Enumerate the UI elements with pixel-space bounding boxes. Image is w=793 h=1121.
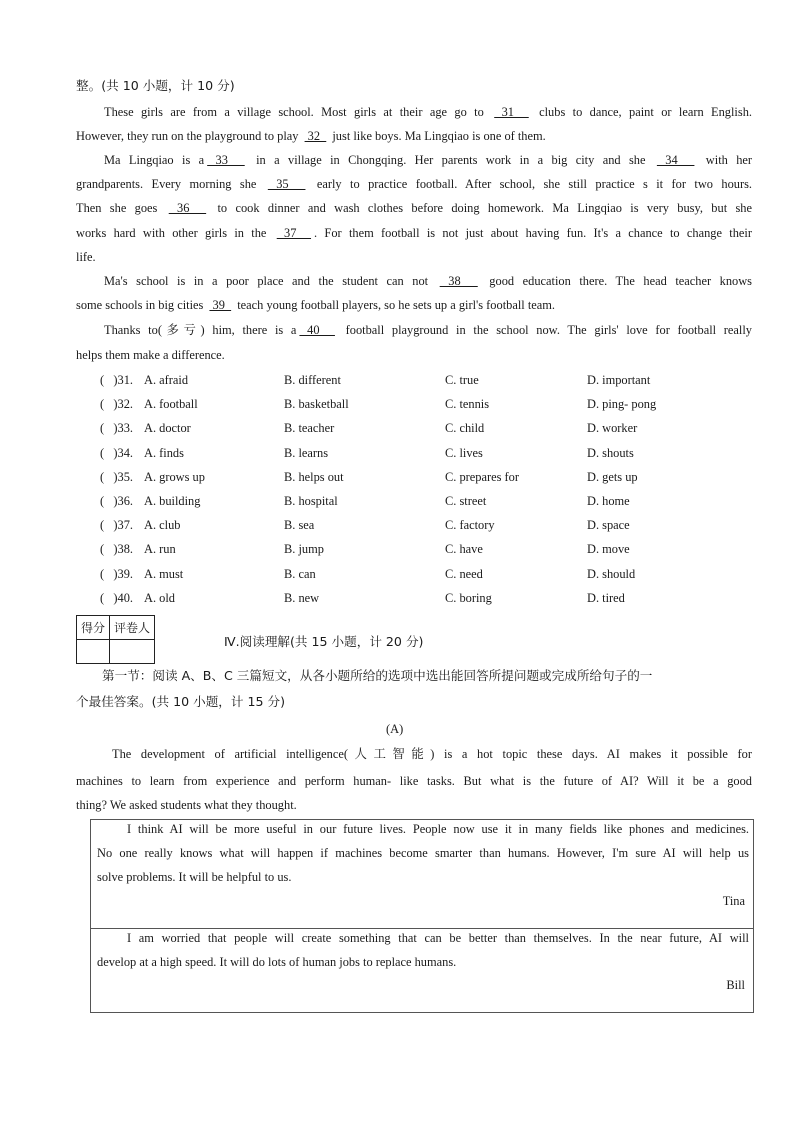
opinion-line: I am worried that people will create something that can be better than themselves. In the near future, AI will xyxy=(127,931,749,945)
option-c[interactable]: C. lives xyxy=(445,445,483,460)
option-b[interactable]: B. different xyxy=(284,373,341,387)
opinion-line: solve problems. It will be helpful to us. xyxy=(97,870,292,884)
answer-bracket[interactable]: ( )37. xyxy=(100,518,134,533)
option-b[interactable]: B. hospital xyxy=(284,494,338,508)
option-b[interactable]: B. helps out xyxy=(284,469,344,484)
option-d[interactable]: D. important xyxy=(587,373,651,387)
option-b[interactable]: B. new xyxy=(284,590,320,605)
question-row xyxy=(100,566,730,582)
answer-bracket[interactable]: ( )33. xyxy=(100,421,134,436)
option-a[interactable]: A. afraid xyxy=(144,373,189,387)
intro-line-2: machines to learn from experience and perform human- like tasks. But what is the future of AI? Will it be a good xyxy=(76,774,752,788)
intro-line-1: The development of artificial intelligence(人工智能) is a hot topic these days. AI makes it possible for xyxy=(112,747,752,761)
answer-bracket[interactable]: ( )36. xyxy=(100,494,134,508)
option-d[interactable]: D. space xyxy=(587,518,630,533)
opinion-line: No one really knows what will happen if machines become smarter than humans. However, I'm sure AI will help us xyxy=(97,846,749,860)
answer-bracket[interactable]: ( )31. xyxy=(100,373,134,387)
answer-bracket[interactable]: ( )40. xyxy=(100,590,134,605)
author-name: Tina xyxy=(722,894,745,908)
option-b[interactable]: B. can xyxy=(284,566,316,581)
option-a[interactable]: A. must xyxy=(144,566,184,581)
option-c[interactable]: C. have xyxy=(445,542,483,557)
passage-line: helps them make a difference. xyxy=(76,348,225,362)
passage-line: Then she goes 36 to cook dinner and wash clothes before doing homework. Ma Lingqiao is very busy, but she xyxy=(76,201,752,215)
question-row xyxy=(100,493,730,509)
option-d[interactable]: D. shouts xyxy=(587,445,634,460)
passage-label: (A) xyxy=(386,722,404,736)
passage-line: life. xyxy=(76,250,96,264)
instruction-line-2: 个最佳答案。(共 10 小题，计 15 分) xyxy=(76,694,286,709)
option-c[interactable]: C. tennis xyxy=(445,397,490,412)
answer-bracket[interactable]: ( )38. xyxy=(100,542,134,557)
question-row xyxy=(100,541,730,557)
option-d[interactable]: D. tired xyxy=(587,590,625,605)
option-a[interactable]: A. building xyxy=(144,494,201,508)
passage-line: Thanks to(多亏) him, there is a 40 football playground in the school now. The girls' love for football really xyxy=(104,323,752,337)
option-c[interactable]: C. street xyxy=(445,494,487,508)
option-c[interactable]: C. boring xyxy=(445,590,492,605)
score-header: 得分 xyxy=(77,616,110,640)
answer-bracket[interactable]: ( )35. xyxy=(100,469,134,484)
answer-bracket[interactable]: ( )32. xyxy=(100,397,134,412)
grader-cell[interactable] xyxy=(110,640,155,664)
passage-line: However, they run on the playground to play 32 just like boys. Ma Lingqiao is one of them. xyxy=(76,129,546,143)
passage-line: These girls are from a village school. Most girls at their age go to 31 clubs to dance, paint or learn English. xyxy=(104,105,752,119)
passage-line: works hard with other girls in the 37 . For them football is not just about having fun. It's a chance to change their xyxy=(76,226,753,240)
option-b[interactable]: B. teacher xyxy=(284,421,335,436)
option-d[interactable]: D. ping- pong xyxy=(587,397,657,412)
option-c[interactable]: C. prepares for xyxy=(445,469,519,484)
option-d[interactable]: D. worker xyxy=(587,421,638,436)
answer-bracket[interactable]: ( )39. xyxy=(100,566,134,581)
option-a[interactable]: A. football xyxy=(144,397,198,412)
instruction-line-1: 第一节：阅读 A、B、C 三篇短文，从各小题所给的选项中选出能回答所提问题或完成所给句子的一 xyxy=(102,668,653,683)
question-row xyxy=(100,469,730,485)
option-c[interactable]: C. child xyxy=(445,421,485,436)
option-d[interactable]: D. should xyxy=(587,566,636,581)
blank-37[interactable]: 37 xyxy=(276,226,312,240)
option-a[interactable]: A. grows up xyxy=(144,469,205,484)
option-c[interactable]: C. true xyxy=(445,373,479,387)
option-b[interactable]: B. jump xyxy=(284,542,324,557)
option-d[interactable]: D. home xyxy=(587,494,630,508)
header-fragment: 整。(共 10 小题，计 10 分) xyxy=(76,78,235,93)
option-a[interactable]: A. finds xyxy=(144,445,184,460)
author-name: Bill xyxy=(726,978,745,992)
opinion-bill xyxy=(91,929,753,1012)
grader-header: 评卷人 xyxy=(110,616,155,640)
option-a[interactable]: A. doctor xyxy=(144,421,191,436)
option-b[interactable]: B. sea xyxy=(284,518,315,533)
question-row xyxy=(100,517,730,533)
opinion-line: I think AI will be more useful in our future lives. People now use it in many fields like phones and medicines. xyxy=(127,822,749,836)
passage-line: Ma Lingqiao is a 33 in a village in Chongqing. Her parents work in a big city and she 34 with her xyxy=(104,153,753,167)
option-b[interactable]: B. learns xyxy=(284,445,329,460)
blank-33[interactable]: 33 xyxy=(207,153,245,167)
option-d[interactable]: D. gets up xyxy=(587,469,638,484)
blank-34[interactable]: 34 xyxy=(656,153,695,167)
intro-line-3: thing? We asked students what they thought. xyxy=(76,798,297,812)
option-c[interactable]: C. need xyxy=(445,566,483,581)
blank-32[interactable]: 32 xyxy=(304,129,327,143)
blank-39[interactable]: 39 xyxy=(209,298,232,312)
blank-35[interactable]: 35 xyxy=(267,177,306,191)
blank-38[interactable]: 38 xyxy=(439,274,478,288)
section-title: Ⅳ.阅读理解(共 15 小题，计 20 分) xyxy=(224,634,424,649)
opinion-tina xyxy=(91,820,753,929)
question-row xyxy=(100,445,730,461)
option-c[interactable]: C. factory xyxy=(445,518,495,533)
opinion-line: develop at a high speed. It will do lots of human jobs to replace humans. xyxy=(97,955,457,969)
passage-line: some schools in big cities 39 teach young football players, so he sets up a girl's football team. xyxy=(76,298,555,312)
blank-31[interactable]: 31 xyxy=(494,105,529,119)
question-row xyxy=(100,590,730,606)
question-row xyxy=(100,420,730,436)
option-a[interactable]: A. club xyxy=(144,518,181,533)
passage-line: Ma's school is in a poor place and the student can not 38 good education there. The head teacher knows xyxy=(104,274,752,288)
opinion-box xyxy=(90,819,754,1013)
question-row xyxy=(100,372,730,388)
option-d[interactable]: D. move xyxy=(587,542,630,557)
option-a[interactable]: A. run xyxy=(144,542,176,557)
answer-bracket[interactable]: ( )34. xyxy=(100,445,134,460)
score-table xyxy=(76,615,155,664)
blank-40[interactable]: 40 xyxy=(299,323,335,337)
passage-line: grandparents. Every morning she 35 early to practice football. After school, she still practice s it for two hours. xyxy=(76,177,753,191)
score-cell[interactable] xyxy=(77,640,110,664)
question-row xyxy=(100,396,730,412)
option-a[interactable]: A. old xyxy=(144,590,175,605)
blank-36[interactable]: 36 xyxy=(168,201,207,215)
option-b[interactable]: B. basketball xyxy=(284,397,349,412)
